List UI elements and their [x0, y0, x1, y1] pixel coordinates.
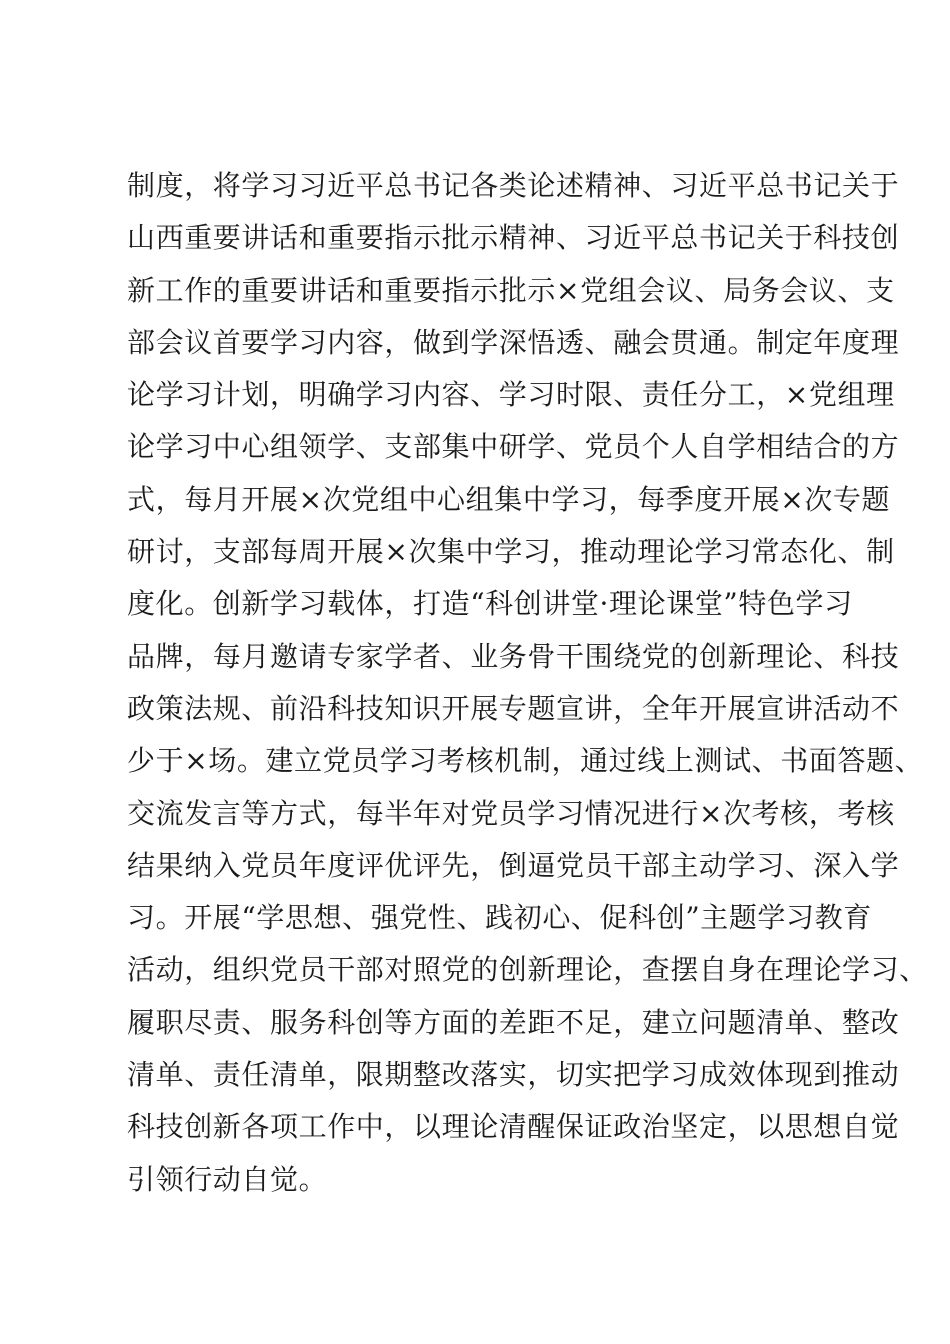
text-line: 习。开展“学思想、强党性、践初心、促科创”主题学习教育 [127, 901, 872, 935]
text-line: 清单、责任清单，限期整改落实，切实把学习成效体现到推动 [127, 1058, 900, 1092]
text-line: 活动，组织党员干部对照党的创新理论，查摆自身在理论学习、 [127, 953, 928, 987]
text-line: 部会议首要学习内容，做到学深悟透、融会贯通。制定年度理 [127, 325, 900, 359]
text-line: 式，每月开展×次党组中心组集中学习，每季度开展×次专题 [127, 482, 891, 516]
text-line: 履职尽责、服务科创等方面的差距不足，建立问题清单、整改 [127, 1005, 900, 1039]
text-line: 论学习中心组领学、支部集中研学、党员个人自学相结合的方 [127, 430, 900, 464]
text-line: 结果纳入党员年度评优评先，倒逼党员干部主动学习、深入学 [127, 848, 900, 882]
text-line: 论学习计划，明确学习内容、学习时限、责任分工，×党组理 [127, 378, 895, 412]
text-line: 研讨，支部每周开展×次集中学习，推动理论学习常态化、制 [127, 535, 895, 569]
text-line: 品牌，每月邀请专家学者、业务骨干围绕党的创新理论、科技 [127, 639, 900, 673]
text-line: 度化。创新学习载体，打造“科创讲堂·理论课堂”特色学习 [127, 587, 853, 621]
text-line: 科技创新各项工作中，以理论清醒保证政治坚定，以思想自觉 [127, 1110, 900, 1144]
text-line: 引领行动自觉。 [127, 1162, 328, 1196]
text-line: 新工作的重要讲话和重要指示批示×党组会议、局务会议、支 [127, 273, 895, 307]
text-line: 山西重要讲话和重要指示批示精神、习近平总书记关于科技创 [127, 221, 900, 255]
text-line: 少于×场。建立党员学习考核机制，通过线上测试、书面答题、 [127, 744, 924, 778]
text-line: 交流发言等方式，每半年对党员学习情况进行×次考核，考核 [127, 796, 895, 830]
text-line: 政策法规、前沿科技知识开展专题宣讲，全年开展宣讲活动不 [127, 691, 900, 725]
text-line: 制度，将学习习近平总书记各类论述精神、习近平总书记关于 [127, 169, 900, 202]
body-paragraph [127, 160, 928, 1206]
